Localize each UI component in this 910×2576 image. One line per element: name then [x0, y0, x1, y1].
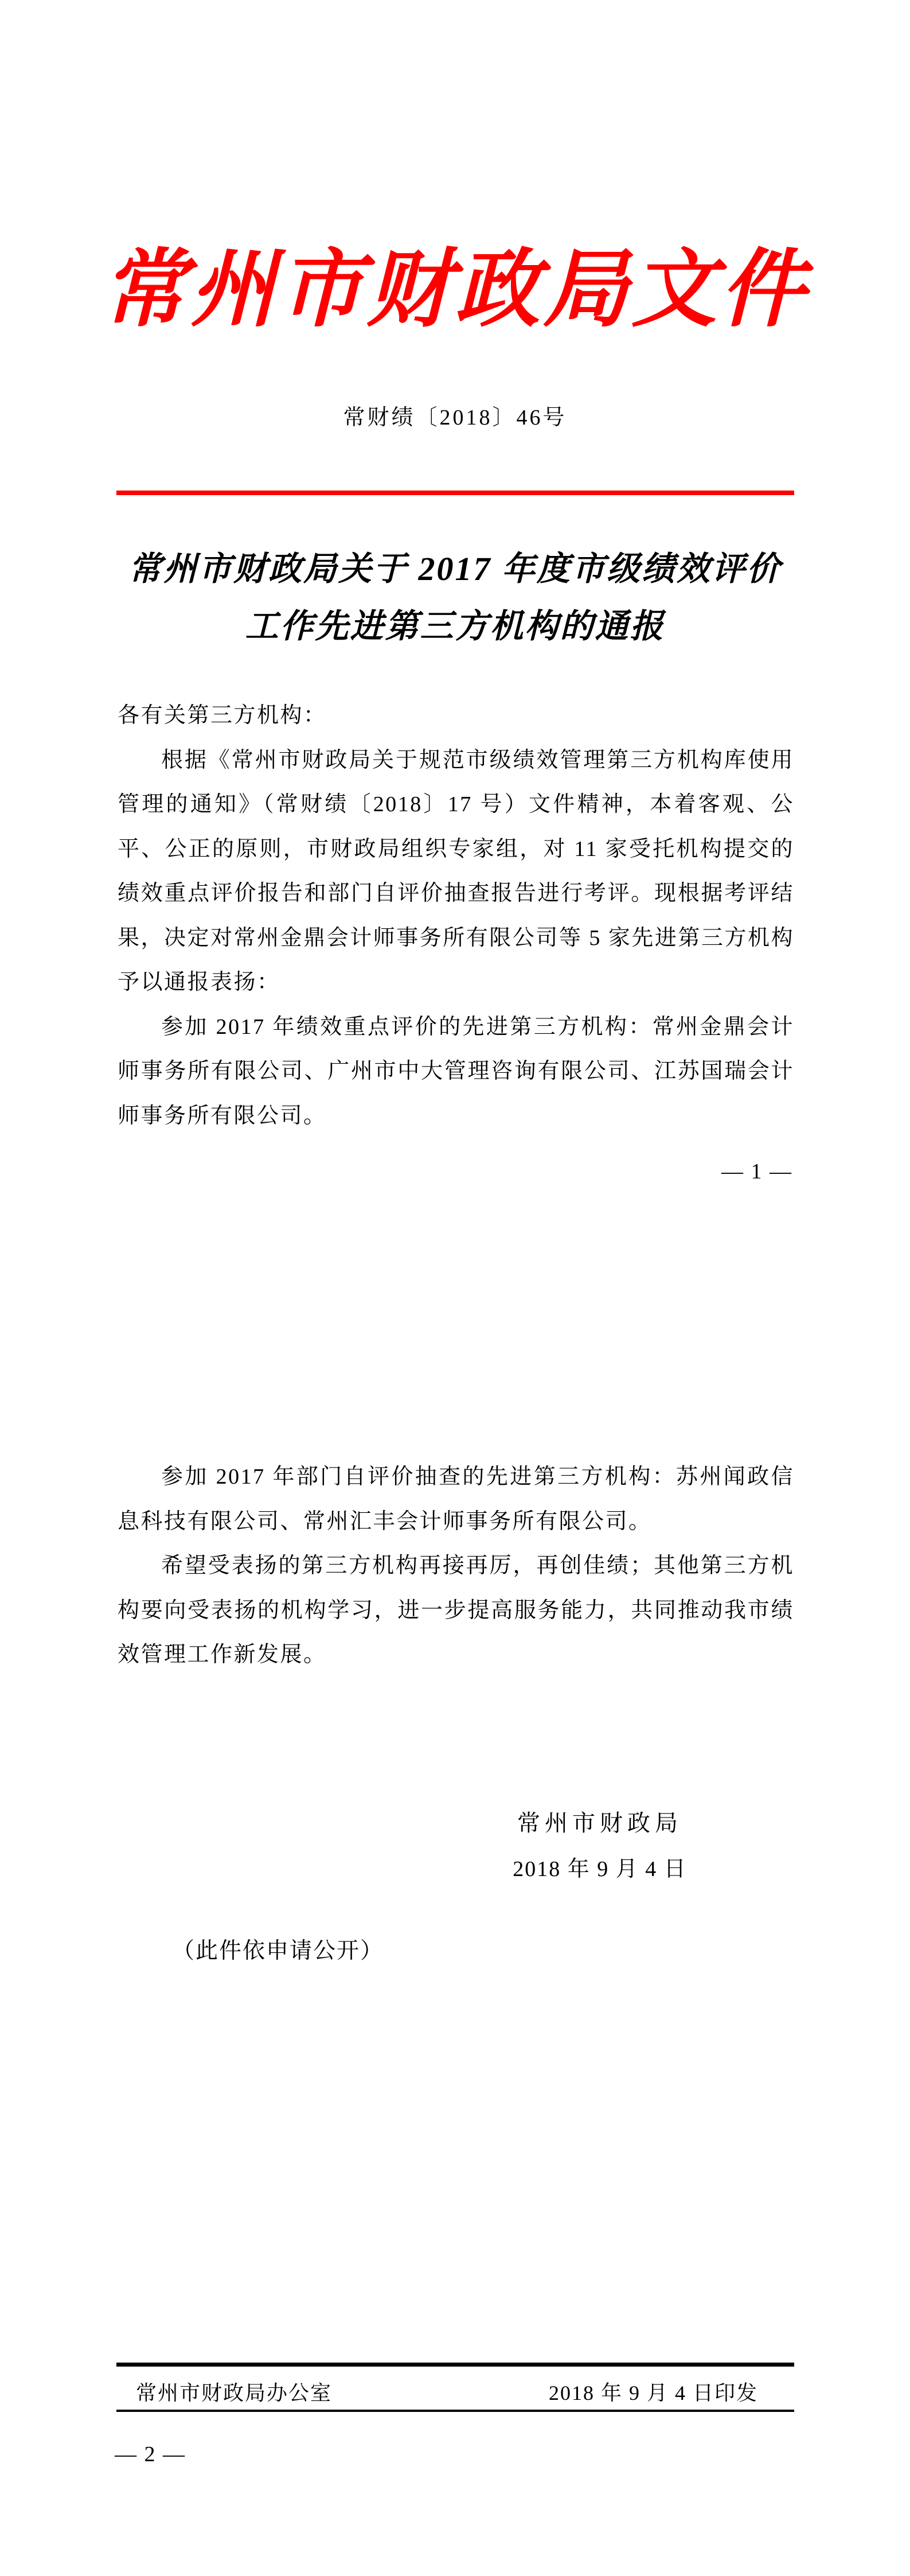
publicity-note: （此件依申请公开）	[172, 1939, 384, 1963]
document-title-line-1: 常州市财政局关于 2017 年度市级绩效评价	[128, 550, 782, 587]
issuing-authority-signature: 常州市财政局	[517, 1810, 682, 1836]
body-paragraph: 参加 2017 年部门自评价抽查的先进第三方机构：苏州闻政信息科技有限公司、常州汇丰会计师事务所有限公司。	[118, 1465, 794, 1534]
document-title-line-2: 工作先进第三方机构的通报	[245, 608, 665, 645]
body-paragraph: 各有关第三方机构：	[118, 703, 327, 727]
page1-number: — 1 —	[721, 1159, 792, 1184]
footer-issue-date: 2018 年 9 月 4 日印发	[548, 2382, 758, 2404]
footer-divider-top	[116, 2363, 794, 2367]
red-separator-rule	[116, 491, 794, 495]
footer-office: 常州市财政局办公室	[136, 2382, 333, 2404]
footer-divider-bottom	[116, 2410, 794, 2412]
masthead-title: 常州市财政局文件	[101, 243, 809, 337]
page1-body	[118, 694, 794, 1138]
body-paragraph: 希望受表扬的第三方机构再接再厉，再创佳绩；其他第三方机构要向受表扬的机构学习，进一步提高服务能力，共同推动我市绩效管理工作新发展。	[118, 1554, 794, 1667]
doc-reference-number: 常财绩〔2018〕46号	[343, 406, 567, 430]
body-paragraph: 根据《常州市财政局关于规范市级绩效管理第三方机构库使用管理的通知》（常财绩〔2018〕17 号）文件精神，本着客观、公平、公正的原则，市财政局组织专家组，对 11 家受托机构提交的绩效重点评价报告和部门自评价抽查报告进行考评。现根据考评结果，决定对常州金鼎会计师事务所有限公司等 5 家先进第三方机构予以通报表扬：	[118, 748, 794, 994]
body-paragraph: 参加 2017 年绩效重点评价的先进第三方机构：常州金鼎会计师事务所有限公司、广州市中大管理咨询有限公司、江苏国瑞会计师事务所有限公司。	[118, 1014, 794, 1128]
page2-body	[118, 1455, 794, 1678]
footer-row	[136, 2381, 758, 2406]
page2-number: — 2 —	[115, 2442, 186, 2466]
signature-date: 2018 年 9 月 4 日	[513, 1857, 687, 1881]
